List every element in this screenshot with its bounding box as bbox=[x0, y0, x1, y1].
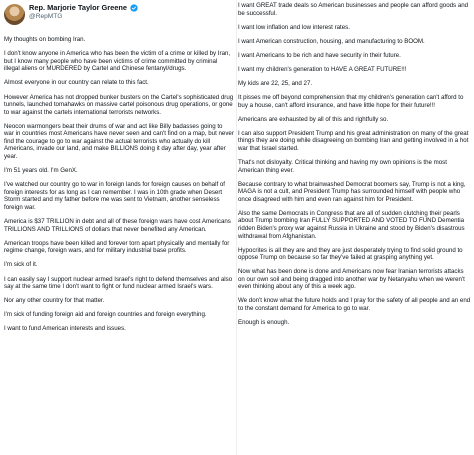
right-text-body bbox=[238, 0, 471, 327]
verified-badge-icon bbox=[130, 4, 138, 12]
avatar[interactable] bbox=[4, 4, 25, 25]
tweet-paragraph: I want low inflation and low interest rates. bbox=[238, 23, 350, 31]
author-handle[interactable]: @RepMTG bbox=[29, 13, 63, 20]
author-name-row bbox=[29, 3, 138, 12]
tweet-paragraph: Enough is enough. bbox=[238, 319, 290, 327]
tweet-paragraph: I want Americans to be rich and have security in their future. bbox=[238, 51, 401, 59]
tweet-paragraph: My kids are 22, 25, and 27. bbox=[238, 80, 313, 88]
tweet-paragraph: I want GREAT trade deals so American businesses and people can afford goods and be successful. bbox=[238, 2, 469, 17]
right-column bbox=[238, 0, 471, 455]
left-column bbox=[4, 0, 234, 455]
author-block bbox=[29, 3, 138, 21]
tweet-paragraph: It pisses me off beyond comprehension that my children's generation can't afford to buy a house, can't afford insurance, and have little hope for their future!!! bbox=[238, 94, 464, 109]
tweet-paragraph: Also the same Democrats in Congress that are all of sudden clutching their pearls about Trump bombing Iran FULLY SUPPORTED AND VOTED TO FUND Dementia ridden Biden's proxy war against Russia in Ukraine and stood by Biden's disastrous withdrawal from Afghanistan. bbox=[238, 209, 465, 240]
tweet-paragraph: I'm sick of it. bbox=[4, 261, 38, 269]
tweet-paragraph: Americans are exhausted by all of this and rightfully so. bbox=[238, 115, 389, 123]
tweet-paragraph: Nor any other country for that matter. bbox=[4, 297, 105, 305]
tweet-paragraph: American troops have been killed and forever torn apart physically and mentally for regime change, foreign wars, and for military industrial base profits. bbox=[4, 239, 230, 255]
tweet-paragraph: We don't know what the future holds and I pray for the safety of all people and an end to the constant demand for America to go to war. bbox=[238, 297, 471, 312]
tweet-paragraph: Now what has been done is done and Americans now fear Iranian terrorists attacks on our own soil and being dragged into another war by Netanyahu when we weren't even thinking about any of this a week ago. bbox=[238, 268, 465, 291]
tweet-paragraph: I want my children's generation to HAVE A GREAT FUTURE!!! bbox=[238, 65, 407, 73]
author-name[interactable]: Rep. Marjorie Taylor Greene bbox=[29, 3, 128, 12]
tweet-paragraph: I'm sick of funding foreign aid and foreign countries and foreign everything. bbox=[4, 311, 207, 319]
tweet-paragraph: I don't know anyone in America who has been the victim of a crime or killed by Iran, but I know many people who have been victims of crime committed by criminal illegal aliens or MURDERED by Cartel and Chinese fentanyl/drugs. bbox=[4, 50, 231, 73]
tweet-paragraph: My thoughts on bombing Iran. bbox=[4, 36, 86, 43]
tweet-paragraph: Almost everyone in our country can relate to this fact. bbox=[4, 79, 149, 87]
tweet-paragraph: Neocon warmongers beat their drums of war and act like Billy badasses going to war in countries most Americans have never seen and can't find on a map, but never find the courage to go to war against the actual terrorists who actually do kill Americans, invade our land, and make BILLIONS doing it day after day, year after year. bbox=[4, 122, 234, 160]
tweet-paragraph: I want American construction, housing, and manufacturing to BOOM. bbox=[238, 37, 425, 45]
tweet-paragraph: America is $37 TRILLION in debt and all of these foreign wars have cost Americans TRILLIONS AND TRILLIONS of dollars that never benefited any American. bbox=[4, 218, 231, 233]
tweet-paragraph: I've watched our country go to war in foreign lands for foreign causes on behalf of foreign interests for as long as I can remember. I was in 10th grade when Desert Storm started and my father before me was sent to Vietnam, another senseless foreign war. bbox=[4, 181, 226, 211]
tweet-paragraph: I'm 51 years old. I'm GenX. bbox=[4, 167, 78, 175]
tweet-paragraph: Because contrary to what brainwashed Democrat boomers say, Trump is not a king, MAGA is not a cult, and President Trump has surrounded himself with people who once disagreed with him and even ran against him for President. bbox=[238, 180, 466, 203]
tweet-paragraph: That's not disloyalty. Critical thinking and having my own opinions is the most American thing ever. bbox=[238, 159, 447, 174]
left-text-body bbox=[4, 36, 234, 333]
tweet-paragraph: I want to fund American interests and issues. bbox=[4, 325, 126, 333]
tweet-paragraph: However America has not dropped bunker busters on the Cartel's sophisticated drug tunnels, launched tomahawks on massive cartel poisonous drug operations, or gone to war against the cartels international terrorists networks. bbox=[4, 93, 234, 116]
tweet-paragraph: Hypocrites is all they are and they are just desperately trying to find solid ground to oppose Trump on because so far they've failed at grasping anything yet. bbox=[238, 246, 463, 262]
tweet-header bbox=[4, 0, 234, 36]
tweet-paragraph: I can also support President Trump and his great administration on many of the great things they are doing while disagreeing on bombing Iran and getting involved in a hot war that Israel started. bbox=[238, 129, 469, 152]
tweet-paragraph: I can easily say I support nuclear armed Israel's right to defend themselves and also say at the same time I don't want to fight or fund nuclear armed Israel's wars. bbox=[4, 275, 233, 291]
column-divider bbox=[236, 0, 237, 455]
